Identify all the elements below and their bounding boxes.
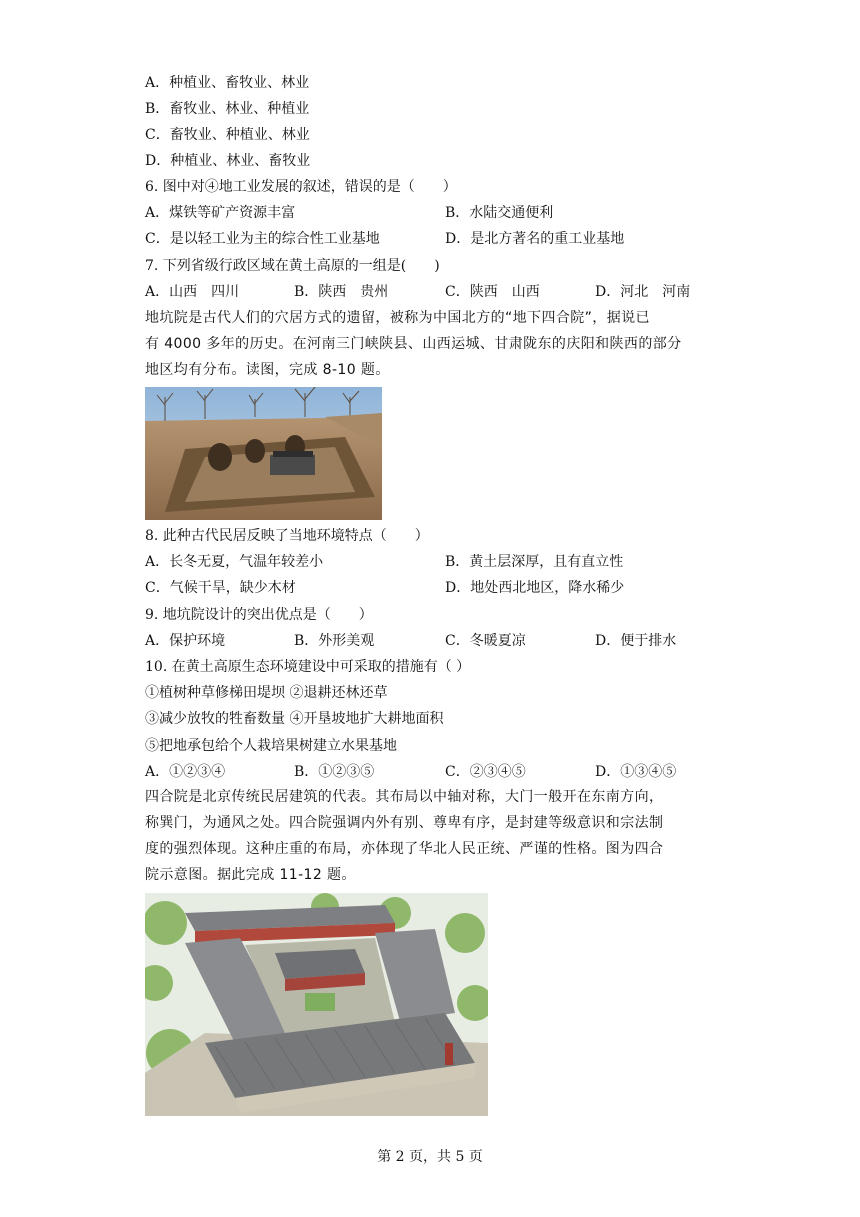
q6-option-a: A．煤铁等矿产资源丰富 bbox=[145, 205, 296, 221]
q6-option-d: D．是北方著名的重工业基地 bbox=[445, 231, 625, 247]
q6-option-b: B．水陆交通便利 bbox=[445, 205, 554, 221]
passage-siheyuan bbox=[145, 784, 725, 888]
q7-option-a: A．山西 四川 bbox=[145, 284, 240, 300]
passage-line: 四合院是北京传统民居建筑的代表。其布局以中轴对称，大门一般开在东南方向， bbox=[145, 789, 664, 805]
q10-item: ①植树种草修梯田堤坝 ②退耕还林还草 bbox=[145, 685, 388, 701]
q8-stem: 8. 此种古代民居反映了当地环境特点（ ） bbox=[145, 528, 429, 544]
passage-line: 院示意图。据此完成 11-12 题。 bbox=[145, 867, 356, 883]
dikengyuan-photo bbox=[145, 387, 382, 520]
passage-line: 地坑院是古代人们的穴居方式的遗留，被称为中国北方的“地下四合院”，据说已 bbox=[145, 310, 650, 326]
page-footer: 第 2 页，共 5 页 bbox=[377, 1149, 483, 1165]
q10-option-d: D．①③④⑤ bbox=[595, 764, 677, 780]
q5-option-a: A．种植业、畜牧业、林业 bbox=[145, 75, 310, 91]
q7-option-d: D．河北 河南 bbox=[595, 284, 691, 300]
q10-option-b: B．①②③⑤ bbox=[294, 764, 375, 780]
q8-option-c: C．气候干旱，缺少木材 bbox=[145, 580, 296, 596]
passage-line: 地区均有分布。读图，完成 8-10 题。 bbox=[145, 362, 390, 378]
q9-stem: 9. 地坑院设计的突出优点是（ ） bbox=[145, 607, 373, 623]
q9-option-d: D．便于排水 bbox=[595, 633, 677, 649]
q6-stem: 6. 图中对④地工业发展的叙述，错误的是（ ） bbox=[145, 179, 457, 195]
q7-stem: 7. 下列省级行政区域在黄土高原的一组是( ) bbox=[145, 258, 440, 274]
q10-option-c: C．②③④⑤ bbox=[445, 764, 526, 780]
passage-line: 称巽门，为通风之处。四合院强调内外有别、尊卑有序，是封建等级意识和宗法制 bbox=[145, 815, 664, 831]
q8-option-b: B．黄土层深厚，且有直立性 bbox=[445, 554, 624, 570]
q5-option-c: C．畜牧业、种植业、林业 bbox=[145, 127, 310, 143]
passage-line: 有 4000 多年的历史。在河南三门峡陕县、山西运城、甘肃陇东的庆阳和陕西的部分 bbox=[145, 336, 682, 352]
q10-option-a: A．①②③④ bbox=[145, 764, 226, 780]
q6-option-c: C．是以轻工业为主的综合性工业基地 bbox=[145, 231, 380, 247]
q9-option-a: A．保护环境 bbox=[145, 633, 226, 649]
q9-option-c: C．冬暖夏凉 bbox=[445, 633, 526, 649]
q7-option-c: C．陕西 山西 bbox=[445, 284, 540, 300]
q9-option-b: B．外形美观 bbox=[294, 633, 375, 649]
passage-dikengyuan bbox=[145, 305, 725, 383]
q5-option-b: B．畜牧业、林业、种植业 bbox=[145, 101, 310, 117]
siheyuan-illustration bbox=[145, 893, 488, 1116]
q10-item: ③减少放牧的牲畜数量 ④开垦坡地扩大耕地面积 bbox=[145, 711, 444, 727]
q5-option-d: D．种植业、林业、畜牧业 bbox=[145, 153, 311, 169]
q8-option-a: A．长冬无夏，气温年较差小 bbox=[145, 554, 324, 570]
q10-item: ⑤把地承包给个人栽培果树建立水果基地 bbox=[145, 738, 397, 754]
q7-option-b: B．陕西 贵州 bbox=[294, 284, 389, 300]
q8-option-d: D．地处西北地区，降水稀少 bbox=[445, 580, 625, 596]
passage-line: 度的强烈体现。这种庄重的布局，亦体现了华北人民正统、严谨的性格。图为四合 bbox=[145, 841, 664, 857]
q10-stem: 10. 在黄土高原生态环境建设中可采取的措施有（ ） bbox=[145, 659, 471, 675]
